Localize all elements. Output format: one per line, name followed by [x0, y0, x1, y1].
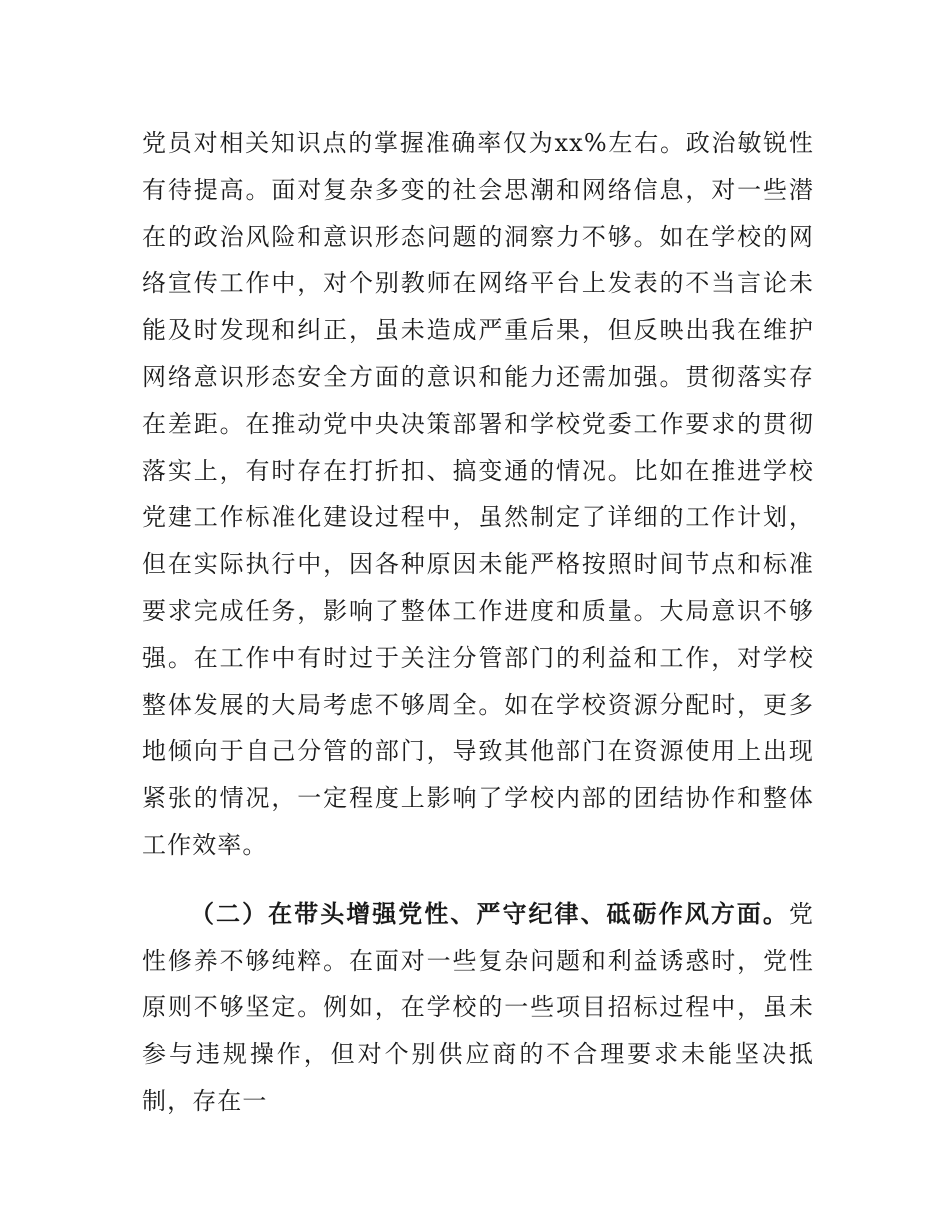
paragraph-1	[142, 120, 814, 869]
paragraph-2	[142, 891, 814, 1125]
paragraph-1-text: 党员对相关知识点的掌握准确率仅为xx%左右。政治敏锐性有待提高。面对复杂多变的社会思潮和网络信息，对一些潜在的政治风险和意识形态问题的洞察力不够。如在学校的网络宣传工作中，对个别教师在网络平台上发表的不当言论未能及时发现和纠正，虽未造成严重后果，但反映出我在维护网络意识形态安全方面的意识和能力还需加强。贯彻落实存在差距。在推动党中央决策部署和学校党委工作要求的贯彻落实上，有时存在打折扣、搞变通的情况。比如在推进学校党建工作标准化建设过程中，虽然制定了详细的工作计划，但在实际执行中，因各种原因未能严格按照时间节点和标准要求完成任务，影响了整体工作进度和质量。大局意识不够强。在工作中有时过于关注分管部门的利益和工作，对学校整体发展的大局考虑不够周全。如在学校资源分配时，更多地倾向于自己分管的部门，导致其他部门在资源使用上出现紧张的情况，一定程度上影响了学校内部的团结协作和整体工作效率。	[142, 129, 814, 859]
section-heading: （二）在带头增强党性、严守纪律、砥砺作风方面。	[190, 898, 789, 928]
document-body	[142, 120, 814, 1125]
paragraph-2-text: 党性修养不够纯粹。在面对一些复杂问题和利益诱惑时，党性原则不够坚定。例如，在学校的一些项目招标过程中，虽未参与违规操作，但对个别供应商的不合理要求未能坚决抵制，存在一	[142, 899, 814, 1115]
